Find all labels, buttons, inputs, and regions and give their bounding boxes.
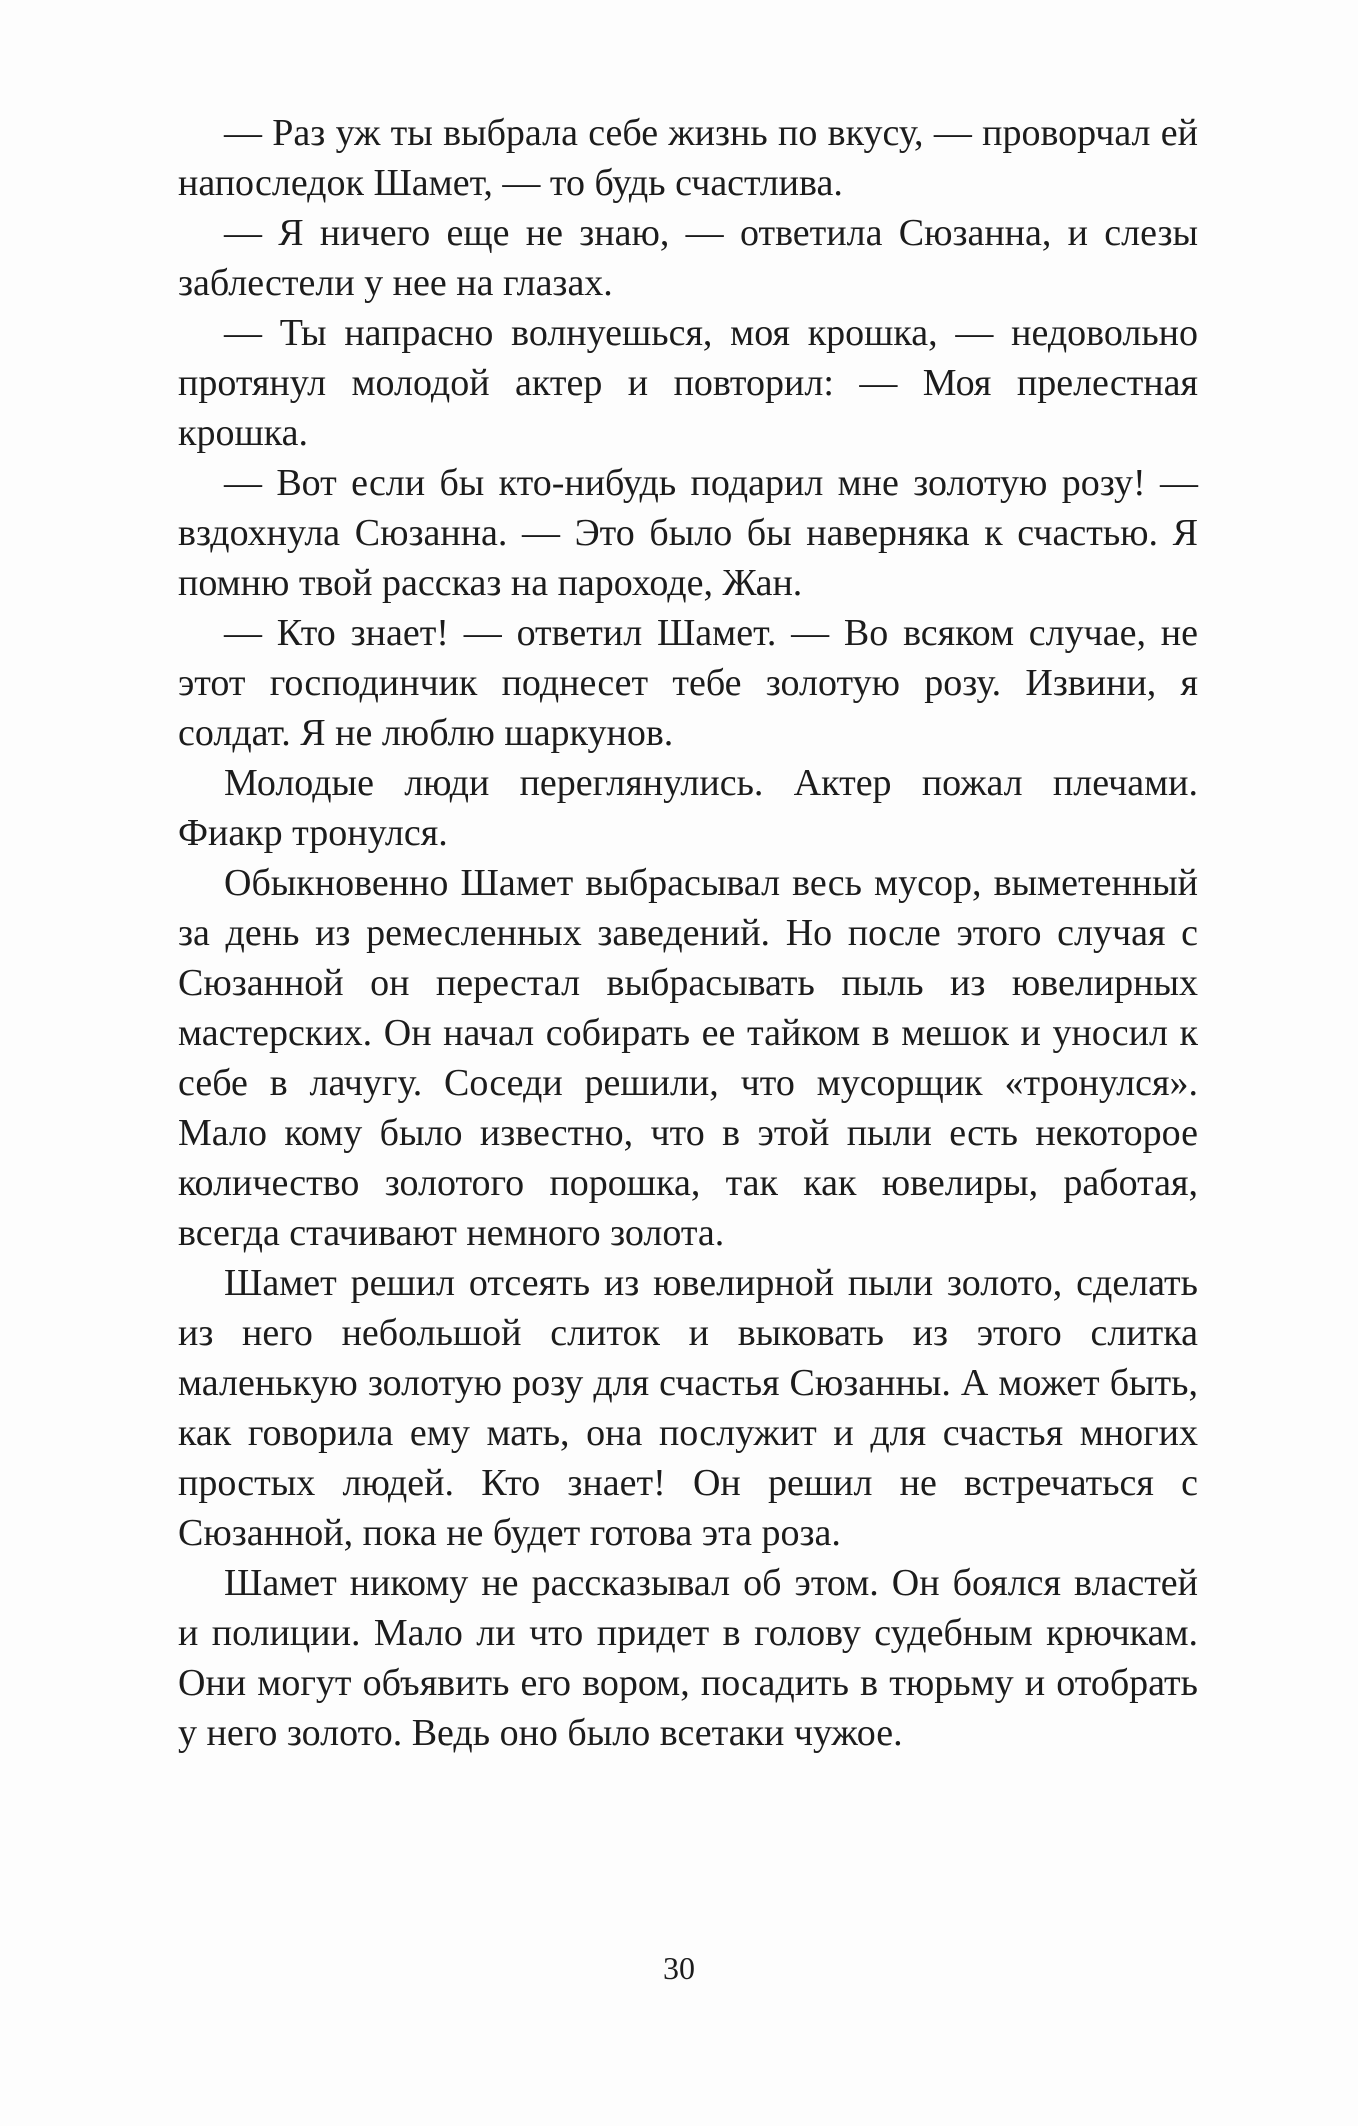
paragraph: — Вот если бы кто-нибудь подарил мне золотую розу! — вздохнула Сюзанна. — Это было бы наверняка к счастью. Я помню твой рассказ на пароходе, Жан. [178,462,1198,604]
body-text [178,108,1198,1758]
paragraph: Шамет никому не рассказывал об этом. Он боялся властей и полиции. Мало ли что придет в голову судебным крючкам. Они могут объявить его вором, посадить в тюрьму и отобрать у него золото. Ведь оно было всетаки чужое. [178,1562,1198,1754]
page-number: 30 [663,1950,695,1986]
paragraph: — Я ничего еще не знаю, — ответила Сюзанна, и слезы заблестели у нее на глазах. [178,212,1198,304]
paragraph: — Ты напрасно волнуешься, моя крошка, — недовольно протянул молодой актер и повторил: — Моя прелестная крошка. [178,312,1198,454]
paragraph: Обыкновенно Шамет выбрасывал весь мусор, выметенный за день из ремесленных заведений. Но после этого случая с Сюзанной он перестал выбрасывать пыль из ювелирных мастерских. Он начал собирать ее тайком в мешок и уносил к себе в лачугу. Соседи решили, что мусорщик «тронулся». Мало кому было известно, что в этой пыли есть некоторое количество золотого порошка, так как ювелиры, работая, всегда стачивают немного золота. [178,862,1198,1254]
paragraph: — Кто знает! — ответил Шамет. — Во всяком случае, не этот господинчик поднесет тебе золотую розу. Извини, я солдат. Я не люблю шаркунов. [178,612,1198,754]
paragraph: Шамет решил отсеять из ювелирной пыли золото, сделать из него небольшой слиток и выковать из этого слитка маленькую золотую розу для счастья Сюзанны. А может быть, как говорила ему мать, она послужит и для счастья многих простых людей. Кто знает! Он решил не встречаться с Сюзанной, пока не будет готова эта роза. [178,1262,1198,1554]
paragraph: Молодые люди переглянулись. Актер пожал плечами. Фиакр тронулся. [178,762,1198,854]
paragraph: — Раз уж ты выбрала себе жизнь по вкусу, — проворчал ей напоследок Шамет, — то будь счастлива. [178,112,1198,204]
